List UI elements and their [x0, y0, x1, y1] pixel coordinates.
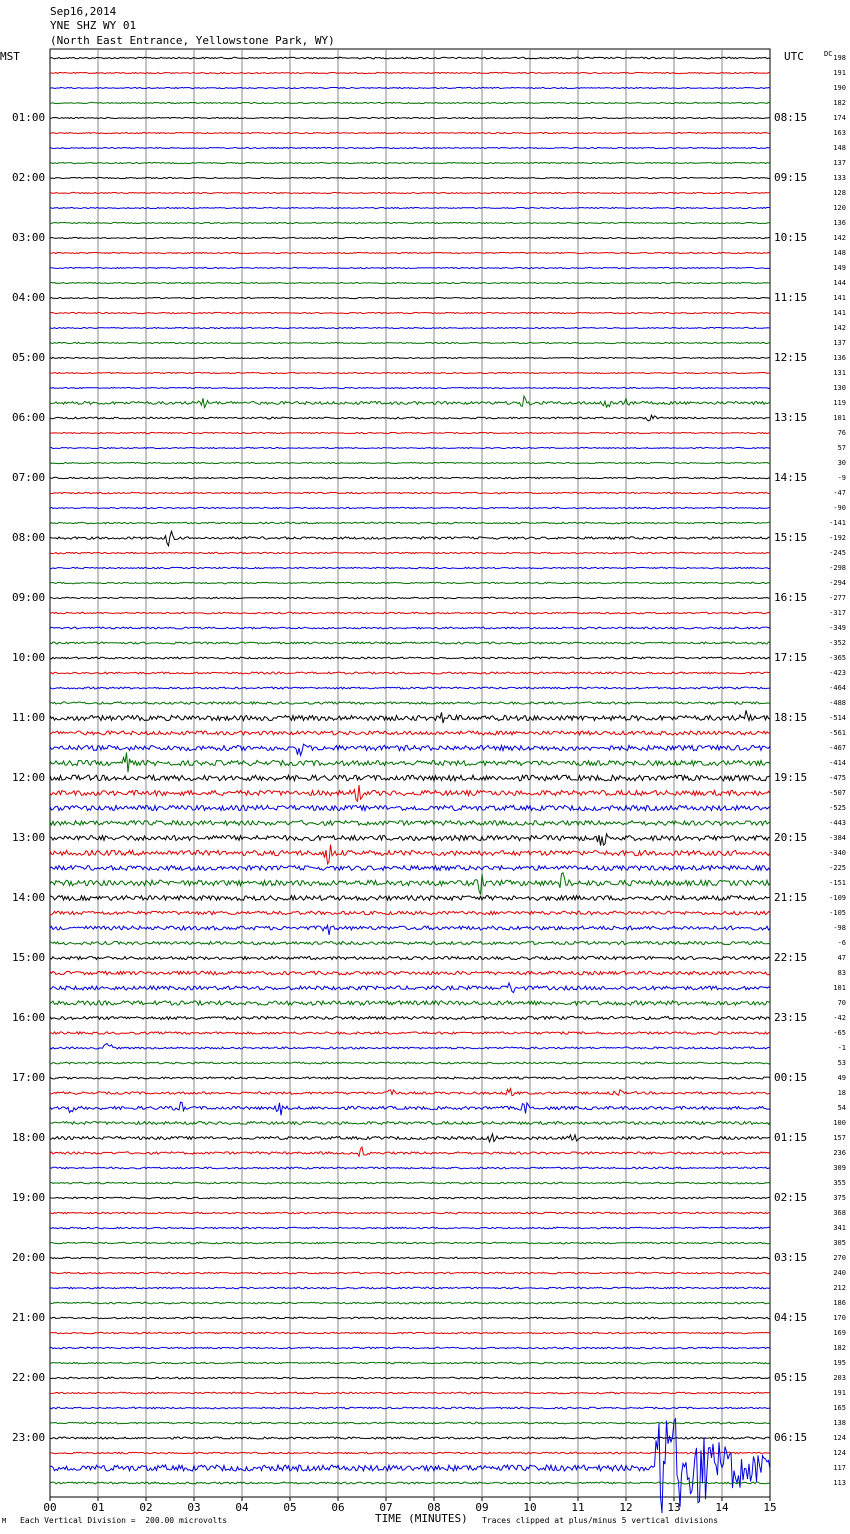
trace-row-28 — [50, 477, 770, 478]
dc-offset-value: 157 — [833, 1134, 846, 1142]
dc-offset-value: 133 — [833, 174, 846, 182]
dc-offset-value: 305 — [833, 1239, 846, 1247]
trace-row-50 — [50, 805, 770, 810]
dc-offset-value: 120 — [833, 204, 846, 212]
utc-hour-label: 09:15 — [774, 171, 808, 184]
dc-offset-value: -6 — [837, 939, 846, 947]
trace-row-67 — [50, 1062, 770, 1064]
utc-hour-label: 18:15 — [774, 711, 808, 724]
trace-row-23 — [50, 396, 770, 407]
dc-offset-value: -352 — [829, 639, 846, 647]
mst-hour-label: 20:00 — [12, 1251, 46, 1264]
trace-row-39 — [50, 642, 770, 644]
dc-offset-value: -340 — [829, 849, 846, 857]
mst-hour-label: 12:00 — [12, 771, 46, 784]
dc-offset-value: 136 — [833, 354, 846, 362]
dc-offset-value: -561 — [829, 729, 846, 737]
mst-hour-label: 05:00 — [12, 351, 46, 364]
trace-row-59 — [50, 941, 770, 944]
dc-offset-value: 195 — [833, 1359, 846, 1367]
utc-hour-label: 00:15 — [774, 1071, 808, 1084]
dc-offset-value: 355 — [833, 1179, 846, 1187]
trace-row-72 — [50, 1134, 770, 1142]
trace-row-44 — [50, 710, 770, 723]
trace-row-76 — [50, 1197, 770, 1199]
mst-hour-label: 03:00 — [12, 231, 46, 244]
dc-offset-value: 191 — [833, 1389, 846, 1397]
dc-offset-value: 76 — [837, 429, 846, 437]
trace-row-71 — [50, 1122, 770, 1125]
dc-offset-value: 57 — [837, 444, 846, 452]
record-date: Sep16,2014 — [50, 5, 117, 18]
dc-offset-value: 182 — [833, 1344, 846, 1352]
dc-offset-value: -525 — [829, 804, 846, 812]
dc-offset-value: 203 — [833, 1374, 846, 1382]
trace-row-26 — [50, 447, 770, 448]
mst-hour-label: 06:00 — [12, 411, 46, 424]
trace-row-22 — [50, 387, 770, 388]
trace-row-35 — [50, 582, 770, 583]
mst-hour-label: 07:00 — [12, 471, 46, 484]
dc-offset-value: -317 — [829, 609, 846, 617]
trace-row-30 — [50, 507, 770, 508]
trace-row-79 — [50, 1242, 770, 1244]
dc-offset-value: 341 — [833, 1224, 846, 1232]
dc-offset-value: -109 — [829, 894, 846, 902]
dc-offset-value: 83 — [837, 969, 846, 977]
dc-offset-value: 70 — [837, 999, 846, 1007]
trace-row-34 — [50, 567, 770, 568]
utc-hour-label: 16:15 — [774, 591, 808, 604]
dc-offset-value: 124 — [833, 1449, 846, 1457]
utc-hour-label: 12:15 — [774, 351, 808, 364]
trace-row-18 — [50, 327, 770, 328]
mst-hour-label: 13:00 — [12, 831, 46, 844]
dc-offset-value: -467 — [829, 744, 846, 752]
dc-offset-value: 142 — [833, 324, 846, 332]
dc-offset-value: -294 — [829, 579, 846, 587]
trace-row-84 — [50, 1317, 770, 1319]
mst-hour-label: 15:00 — [12, 951, 46, 964]
trace-row-3 — [50, 102, 770, 103]
trace-row-15 — [50, 282, 770, 283]
trace-row-87 — [50, 1362, 770, 1364]
plot-frame — [50, 49, 770, 1497]
trace-row-4 — [50, 117, 770, 118]
mst-hour-label: 22:00 — [12, 1371, 46, 1384]
utc-hour-label: 17:15 — [774, 651, 808, 664]
dc-offset-value: 240 — [833, 1269, 846, 1277]
trace-row-68 — [50, 1077, 770, 1079]
dc-offset-value: 169 — [833, 1329, 846, 1337]
x-tick-label: 09 — [475, 1501, 489, 1514]
dc-offset-value: 165 — [833, 1404, 846, 1412]
trace-row-57 — [50, 911, 770, 915]
trace-row-75 — [50, 1182, 770, 1184]
mst-hour-label: 18:00 — [12, 1131, 46, 1144]
mst-hour-label: 09:00 — [12, 591, 46, 604]
trace-row-49 — [50, 785, 770, 801]
utc-hour-label: 03:15 — [774, 1251, 808, 1264]
utc-hour-label: 20:15 — [774, 831, 808, 844]
utc-hour-label: 19:15 — [774, 771, 808, 784]
dc-offset-value: 198 — [833, 54, 846, 62]
dc-offset-value: 141 — [833, 294, 846, 302]
dc-offset-value: 131 — [833, 369, 846, 377]
mst-hour-label: 10:00 — [12, 651, 46, 664]
dc-offset-value: 190 — [833, 84, 846, 92]
dc-offset-value: 137 — [833, 159, 846, 167]
x-tick-label: 11 — [571, 1501, 585, 1514]
dc-offset-value: 170 — [833, 1314, 846, 1322]
trace-row-32 — [50, 531, 770, 546]
trace-row-14 — [50, 267, 770, 268]
trace-row-46 — [50, 744, 770, 755]
dc-offset-value: 119 — [833, 399, 846, 407]
trace-row-31 — [50, 522, 770, 524]
dc-offset-value: -225 — [829, 864, 846, 872]
trace-row-9 — [50, 192, 770, 193]
trace-row-80 — [50, 1257, 770, 1259]
utc-hour-label: 15:15 — [774, 531, 808, 544]
trace-row-86 — [50, 1347, 770, 1349]
dc-offset-value: 236 — [833, 1149, 846, 1157]
dc-offset-value: 100 — [833, 1119, 846, 1127]
trace-row-6 — [50, 147, 770, 148]
mst-hour-label: 17:00 — [12, 1071, 46, 1084]
right-timezone-label: UTC — [784, 50, 804, 63]
dc-offset-value: -488 — [829, 699, 846, 707]
trace-row-27 — [50, 462, 770, 463]
dc-offset-value: -65 — [833, 1029, 846, 1037]
trace-row-88 — [50, 1377, 770, 1379]
mst-hour-label: 08:00 — [12, 531, 46, 544]
dc-offset-value: -514 — [829, 714, 846, 722]
trace-row-92 — [50, 1437, 770, 1439]
dc-offset-value: 163 — [833, 129, 846, 137]
dc-offset-value: -507 — [829, 789, 846, 797]
utc-hour-label: 21:15 — [774, 891, 808, 904]
x-tick-label: 10 — [523, 1501, 537, 1514]
trace-row-20 — [50, 357, 770, 358]
trace-row-5 — [50, 132, 770, 133]
mst-hour-label: 21:00 — [12, 1311, 46, 1324]
left-timezone-label: MST — [0, 50, 20, 63]
x-tick-label: 05 — [283, 1501, 297, 1514]
dc-offset-value: 186 — [833, 1299, 846, 1307]
dc-offset-value: -192 — [829, 534, 846, 542]
utc-hour-label: 05:15 — [774, 1371, 808, 1384]
dc-offset-value: 191 — [833, 69, 846, 77]
trace-row-41 — [50, 672, 770, 674]
trace-row-0 — [50, 57, 770, 59]
trace-row-56 — [50, 896, 770, 901]
mst-hour-label: 02:00 — [12, 171, 46, 184]
dc-offset-value: -1 — [837, 1044, 846, 1052]
x-tick-label: 07 — [379, 1501, 393, 1514]
trace-row-53 — [50, 845, 770, 864]
trace-row-17 — [50, 312, 770, 313]
station-code: YNE SHZ WY 01 — [50, 19, 137, 32]
x-tick-label: 04 — [235, 1501, 249, 1514]
trace-row-7 — [50, 162, 770, 163]
dc-offset-value: -245 — [829, 549, 846, 557]
dc-offset-value: 124 — [833, 1434, 846, 1442]
trace-row-62 — [50, 983, 770, 993]
dc-offset-value: -464 — [829, 684, 846, 692]
dc-offset-value: 101 — [833, 414, 846, 422]
x-tick-label: 15 — [763, 1501, 777, 1514]
trace-row-91 — [50, 1422, 770, 1424]
dc-offset-value: 144 — [833, 279, 846, 287]
trace-row-45 — [50, 731, 770, 735]
dc-offset-value: -475 — [829, 774, 846, 782]
dc-offset-value: 148 — [833, 249, 846, 257]
trace-row-48 — [50, 775, 770, 781]
dc-offset-value: -47 — [833, 489, 846, 497]
clip-note: Traces clipped at plus/minus 5 vertical divisions — [482, 1516, 719, 1525]
dc-offset-value: 148 — [833, 144, 846, 152]
utc-hour-label: 11:15 — [774, 291, 808, 304]
trace-row-2 — [50, 87, 770, 88]
x-tick-label: 03 — [187, 1501, 201, 1514]
x-axis-title: TIME (MINUTES) — [375, 1512, 468, 1525]
dc-offset-value: -98 — [833, 924, 846, 932]
dc-offset-value: 182 — [833, 99, 846, 107]
trace-row-74 — [50, 1167, 770, 1169]
trace-row-52 — [50, 834, 770, 846]
trace-row-10 — [50, 207, 770, 208]
dc-offset-value: 141 — [833, 309, 846, 317]
trace-row-47 — [50, 753, 770, 773]
dc-offset-value: -141 — [829, 519, 846, 527]
utc-hour-label: 22:15 — [774, 951, 808, 964]
dc-offset-value: 117 — [833, 1464, 846, 1472]
trace-row-11 — [50, 222, 770, 223]
dc-offset-value: -443 — [829, 819, 846, 827]
trace-row-38 — [50, 627, 770, 629]
dc-offset-header: DC — [824, 50, 833, 58]
trace-row-1 — [50, 72, 770, 73]
trace-row-36 — [50, 597, 770, 598]
trace-row-51 — [50, 821, 770, 826]
trace-row-19 — [50, 342, 770, 343]
trace-row-94 — [50, 1419, 770, 1513]
trace-row-95 — [50, 1482, 770, 1484]
trace-row-37 — [50, 612, 770, 614]
x-tick-label: 02 — [139, 1501, 153, 1514]
trace-row-61 — [50, 971, 770, 975]
dc-offset-value: 136 — [833, 219, 846, 227]
x-tick-label: 00 — [43, 1501, 57, 1514]
trace-row-85 — [50, 1332, 770, 1334]
mst-hour-label: 23:00 — [12, 1431, 46, 1444]
dc-offset-value: 49 — [837, 1074, 846, 1082]
utc-hour-label: 08:15 — [774, 111, 808, 124]
trace-row-65 — [50, 1032, 770, 1034]
utc-hour-label: 02:15 — [774, 1191, 808, 1204]
dc-offset-value: -105 — [829, 909, 846, 917]
dc-offset-value: -365 — [829, 654, 846, 662]
utc-hour-label: 14:15 — [774, 471, 808, 484]
x-tick-label: 06 — [331, 1501, 345, 1514]
trace-row-82 — [50, 1287, 770, 1289]
dc-offset-value: -42 — [833, 1014, 846, 1022]
x-tick-label: 12 — [619, 1501, 633, 1514]
trace-row-24 — [50, 415, 770, 421]
dc-offset-value: 54 — [837, 1104, 846, 1112]
x-tick-label: 08 — [427, 1501, 441, 1514]
dc-offset-value: -349 — [829, 624, 846, 632]
dc-offset-value: 270 — [833, 1254, 846, 1262]
trace-row-42 — [50, 687, 770, 689]
trace-row-55 — [50, 873, 770, 895]
trace-row-13 — [50, 252, 770, 253]
trace-row-8 — [50, 177, 770, 178]
trace-row-69 — [50, 1089, 770, 1096]
dc-offset-value: 375 — [833, 1194, 846, 1202]
trace-row-58 — [50, 925, 770, 935]
trace-row-21 — [50, 372, 770, 373]
trace-row-33 — [50, 552, 770, 553]
dc-offset-value: 212 — [833, 1284, 846, 1292]
x-tick-label: 01 — [91, 1501, 105, 1514]
utc-hour-label: 13:15 — [774, 411, 808, 424]
trace-row-54 — [50, 866, 770, 871]
corner-mark: M — [2, 1517, 7, 1525]
x-tick-label: 14 — [715, 1501, 729, 1514]
dc-offset-value: 101 — [833, 984, 846, 992]
dc-offset-value: -414 — [829, 759, 846, 767]
dc-offset-value: -9 — [837, 474, 846, 482]
trace-row-73 — [50, 1147, 770, 1156]
dc-offset-value: -90 — [833, 504, 846, 512]
dc-offset-value: 53 — [837, 1059, 846, 1067]
dc-offset-value: 149 — [833, 264, 846, 272]
trace-row-81 — [50, 1272, 770, 1274]
mst-hour-label: 19:00 — [12, 1191, 46, 1204]
trace-row-89 — [50, 1392, 770, 1394]
dc-offset-value: 18 — [837, 1089, 846, 1097]
trace-row-43 — [50, 702, 770, 704]
scale-note: Each Vertical Division = 200.00 microvolts — [20, 1516, 228, 1525]
mst-hour-label: 01:00 — [12, 111, 46, 124]
utc-hour-label: 04:15 — [774, 1311, 808, 1324]
trace-row-66 — [50, 1044, 770, 1050]
dc-offset-value: 142 — [833, 234, 846, 242]
trace-row-12 — [50, 237, 770, 238]
trace-row-29 — [50, 492, 770, 493]
dc-offset-value: -277 — [829, 594, 846, 602]
dc-offset-value: -151 — [829, 879, 846, 887]
station-location: (North East Entrance, Yellowstone Park, WY) — [50, 34, 335, 47]
mst-hour-label: 04:00 — [12, 291, 46, 304]
dc-offset-value: 138 — [833, 1419, 846, 1427]
dc-offset-value: 47 — [837, 954, 846, 962]
utc-hour-label: 01:15 — [774, 1131, 808, 1144]
dc-offset-value: 128 — [833, 189, 846, 197]
dc-offset-value: 309 — [833, 1164, 846, 1172]
dc-offset-value: 174 — [833, 114, 846, 122]
trace-row-60 — [50, 956, 770, 959]
trace-row-64 — [50, 1016, 770, 1019]
utc-hour-label: 10:15 — [774, 231, 808, 244]
trace-row-70 — [50, 1102, 770, 1115]
trace-row-83 — [50, 1302, 770, 1304]
dc-offset-value: 113 — [833, 1479, 846, 1487]
dc-offset-value: 368 — [833, 1209, 846, 1217]
dc-offset-value: -423 — [829, 669, 846, 677]
dc-offset-value: 30 — [837, 459, 846, 467]
dc-offset-value: 130 — [833, 384, 846, 392]
trace-row-25 — [50, 432, 770, 433]
trace-row-78 — [50, 1227, 770, 1229]
utc-hour-label: 06:15 — [774, 1431, 808, 1444]
trace-row-90 — [50, 1407, 770, 1409]
mst-hour-label: 16:00 — [12, 1011, 46, 1024]
trace-row-40 — [50, 657, 770, 659]
utc-hour-label: 23:15 — [774, 1011, 808, 1024]
trace-row-63 — [50, 1001, 770, 1005]
dc-offset-value: -298 — [829, 564, 846, 572]
mst-hour-label: 14:00 — [12, 891, 46, 904]
mst-hour-label: 11:00 — [12, 711, 46, 724]
x-tick-label: 13 — [667, 1501, 681, 1514]
dc-offset-value: -384 — [829, 834, 846, 842]
dc-offset-value: 137 — [833, 339, 846, 347]
trace-row-93 — [50, 1452, 770, 1454]
trace-row-77 — [50, 1212, 770, 1214]
trace-row-16 — [50, 297, 770, 298]
